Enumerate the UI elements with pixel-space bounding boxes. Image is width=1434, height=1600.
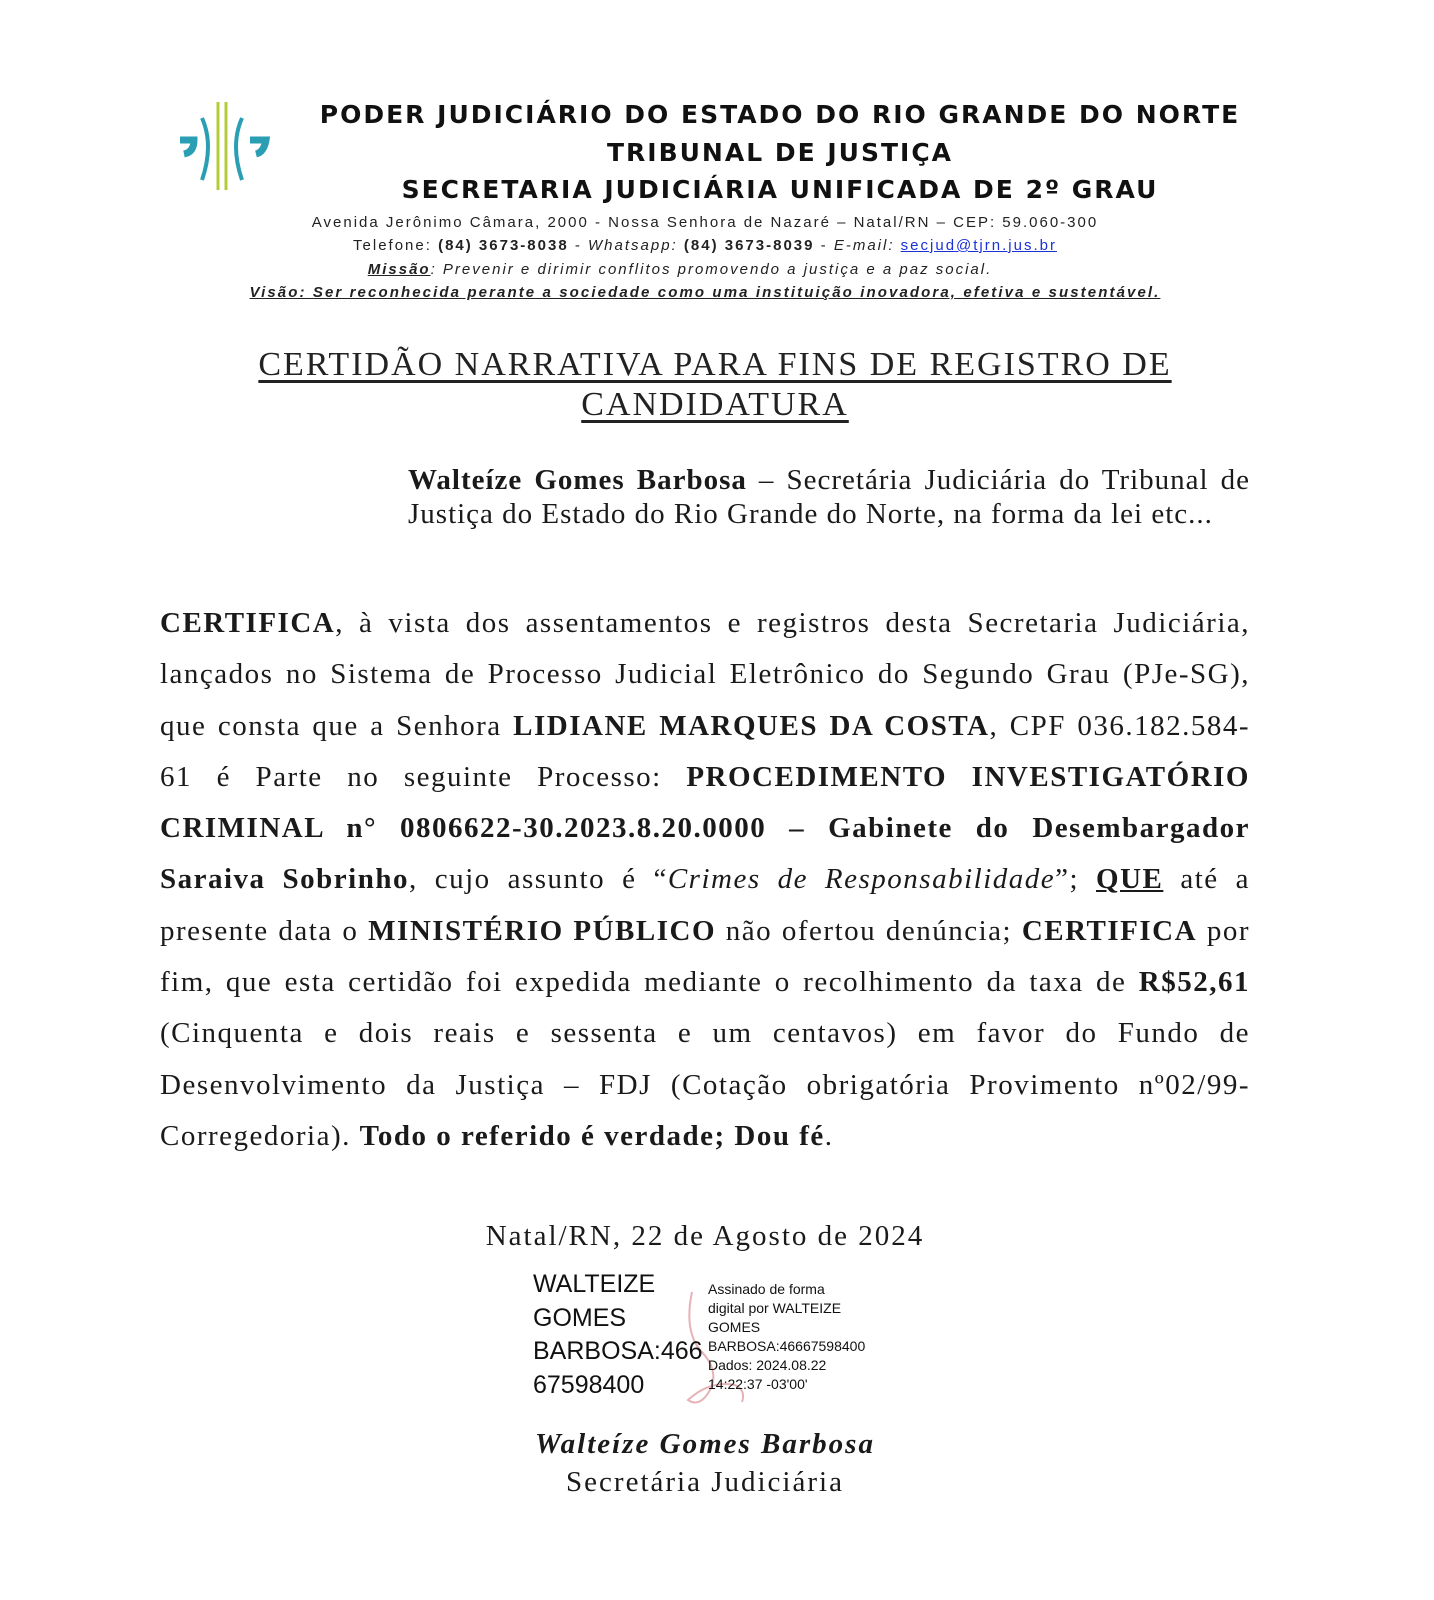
body-text-3: , cujo assunto é “ xyxy=(408,863,668,896)
document-title xyxy=(160,345,1270,425)
certifica-1: CERTIFICA xyxy=(160,607,336,639)
que: QUE xyxy=(1096,863,1164,896)
body-text-1: , à vista dos assentamentos e registros desta Secretaria Judiciária, lançados no Sistema de Processo Judicial Eletrônico do Segundo Grau (PJe-SG), que consta que a Senhora xyxy=(160,607,1250,742)
process-reference: PROCEDIMENTO INVESTIGATÓRIO CRIMINAL n° 0806622-30.2023.8.20.0000 – Gabinete do Desembargador Saraiva Sobrinho xyxy=(160,760,1250,896)
title-line-2: CANDIDATURA xyxy=(581,386,849,423)
closing-statement: Todo o referido é verdade; Dou fé xyxy=(359,1119,825,1152)
header-contacts: Telefone: (84) 3673-8038 - Whatsapp: (84) 3673-8039 - E-mail: secjud@tjrn.jus.br xyxy=(353,237,1057,254)
digital-signature-name-4: 67598400 xyxy=(533,1371,645,1399)
digital-signature-info xyxy=(708,1280,865,1394)
title-line-1: CERTIDÃO NARRATIVA PARA FINS DE REGISTRO DE xyxy=(258,346,1172,383)
signer-name: Walteíze Gomes Barbosa xyxy=(535,1428,875,1460)
mission-text: : Prevenir e dirimir conflitos promovendo a justiça e a paz social. xyxy=(430,261,993,278)
whatsapp-number: (84) 3673-8039 xyxy=(683,237,815,254)
header-vision xyxy=(150,284,1260,301)
phone-label: Telefone: xyxy=(353,237,432,254)
digital-signature-name-3: BARBOSA:466 xyxy=(533,1337,703,1365)
signer-role: Secretária Judiciária xyxy=(566,1466,844,1498)
signature-info-line: Assinado de forma xyxy=(708,1281,825,1297)
subject: Crimes de Responsabilidade xyxy=(667,863,1056,896)
body-text-6: não ofertou denúncia; xyxy=(716,914,1022,947)
signature-info-line: 14:22:37 -03'00' xyxy=(708,1376,808,1392)
body-text-5: até a presente data o xyxy=(160,863,1250,947)
body-text-4: ”; xyxy=(1055,863,1097,896)
intro-name: Walteíze Gomes Barbosa xyxy=(408,464,747,496)
certificate-body xyxy=(160,598,1250,1162)
party-name: LIDIANE MARQUES DA COSTA xyxy=(513,709,990,742)
signature-info-line: digital por WALTEIZE xyxy=(708,1300,842,1316)
intro-paragraph xyxy=(408,463,1250,531)
body-text-7: por fim, que esta certidão foi expedida mediante o recolhimento da taxa de xyxy=(160,914,1250,999)
email-label: E-mail: xyxy=(833,237,895,254)
ministerio-publico: MINISTÉRIO PÚBLICO xyxy=(368,914,717,947)
signature-info-line: Dados: 2024.08.22 xyxy=(708,1357,827,1373)
signature-info-line: GOMES xyxy=(708,1319,761,1335)
issue-date: Natal/RN, 22 de Agosto de 2024 xyxy=(485,1220,925,1252)
header-court: TRIBUNAL DE JUSTIÇA xyxy=(606,138,954,167)
digital-signature-name-2: GOMES xyxy=(533,1304,627,1332)
certifica-2: CERTIFICA xyxy=(1021,914,1198,947)
fee-amount: R$52,61 xyxy=(1138,966,1250,999)
phone-number: (84) 3673-8038 xyxy=(438,237,569,254)
digital-signature-name-1: WALTEIZE xyxy=(533,1270,656,1298)
header-address: Avenida Jerônimo Câmara, 2000 - Nossa Senhora de Nazaré – Natal/RN – CEP: 59.060-300 xyxy=(311,214,1099,231)
email-link[interactable]: secjud@tjrn.jus.br xyxy=(900,237,1057,254)
tjrn-logo xyxy=(180,100,270,195)
header-mission xyxy=(150,261,1210,278)
closing-period: . xyxy=(824,1119,834,1152)
body-text-2: , CPF 036.182.584-61 é Parte no seguinte Processo: xyxy=(160,709,1250,793)
header-institution: PODER JUDICIÁRIO DO ESTADO DO RIO GRANDE DO NORTE xyxy=(319,100,1241,129)
mission-label: Missão xyxy=(367,261,431,278)
signature-info-line: BARBOSA:46667598400 xyxy=(708,1338,866,1354)
header-secretariat: SECRETARIA JUDICIÁRIA UNIFICADA DE 2º GRAU xyxy=(401,175,1159,204)
vision-text: Visão: Ser reconhecida perante a sociedade como uma instituição inovadora, efetiva e sustentável. xyxy=(249,284,1161,301)
intro-text: – Secretária Judiciária do Tribunal de Justiça do Estado do Rio Grande do Norte, na forma da lei etc... xyxy=(408,464,1250,530)
body-text-8: (Cinquenta e dois reais e sessenta e um centavos) em favor do Fundo de Desenvolvimento da Justiça – FDJ (Cotação obrigatória Provimento nº02/99-Corregedoria). xyxy=(160,1017,1250,1152)
whatsapp-label: Whatsapp: xyxy=(588,237,678,254)
